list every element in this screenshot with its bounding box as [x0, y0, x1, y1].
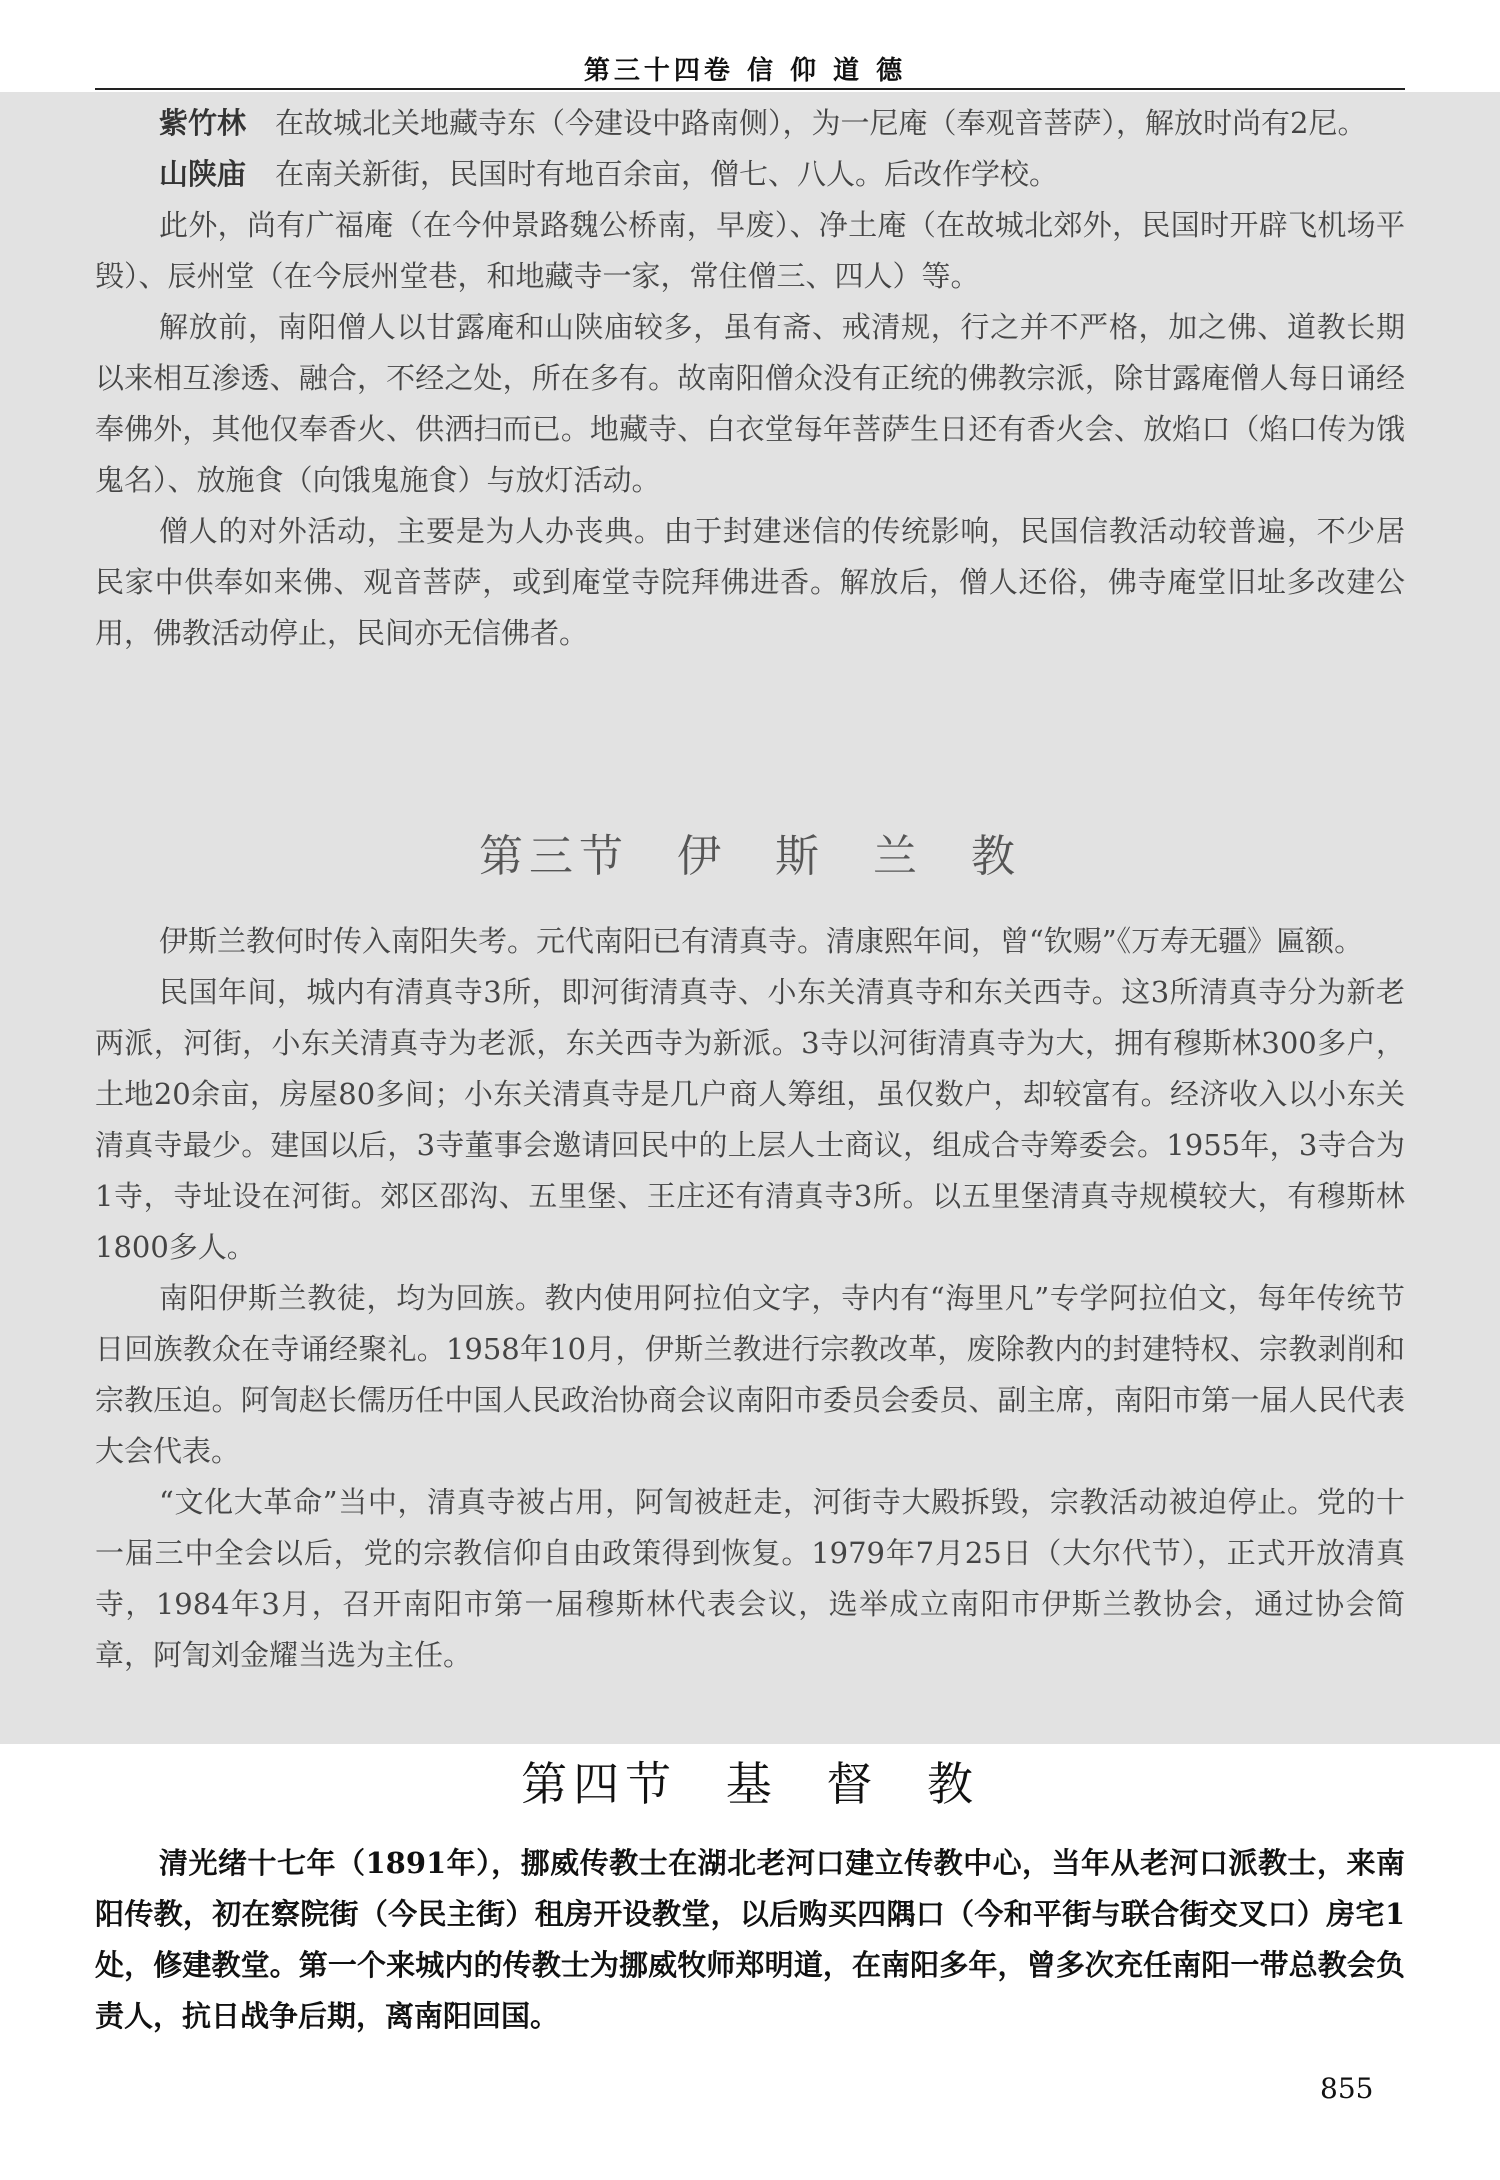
- page-number: 855: [1320, 2072, 1374, 2105]
- paragraph-zizhulin: [95, 98, 1405, 149]
- header-rule: [95, 88, 1405, 90]
- section-title-islam: 第三节 伊 斯 兰 教: [479, 831, 1021, 882]
- paragraph: 伊斯兰教何时传入南阳失考。元代南阳已有清真寺。清康熙年间，曾“钦赐”《万寿无疆》匾额。: [159, 924, 1364, 958]
- entry-heading: 山陕庙: [159, 157, 247, 191]
- paragraph-pre-liberation: 解放前，南阳僧人以甘露庵和山陕庙较多，虽有斋、戒清规，行之并不严格，加之佛、道教长期以来相互渗透、融合，不经之处，所在多有。故南阳僧众没有正统的佛教宗派，除甘露庵僧人每日诵经奉佛外，其他仅奉香火、供洒扫而已。地藏寺、白衣堂每年菩萨生日还有香火会、放焰口（焰口传为饿鬼名）、放施食（向饿鬼施食）与放灯活动。: [95, 310, 1405, 497]
- paragraph-shanshanmiao: [95, 149, 1405, 200]
- section-title-christianity: 第四节 基 督 教: [521, 1757, 979, 1811]
- buddhism-continuation: [95, 98, 1405, 659]
- paragraph: “文化大革命”当中，清真寺被占用，阿訇被赶走，河街寺大殿拆毁，宗教活动被迫停止。党的十一届三中全会以后，党的宗教信仰自由政策得到恢复。1979年7月25日（大尔代节），正式开放清真寺，1984年3月，召开南阳市第一届穆斯林代表会议，选举成立南阳市伊斯兰教协会，通过协会简章，阿訇刘金耀当选为主任。: [95, 1485, 1405, 1672]
- entry-text: 在南关新街，民国时有地百余亩，僧七、八人。后改作学校。: [246, 157, 1059, 191]
- paragraph: 清光绪十七年（1891年），挪威传教士在湖北老河口建立传教中心，当年从老河口派教士，来南阳传教，初在察院街（今民主街）租房开设教堂，以后购买四隅口（今和平街与联合街交叉口）房宅1处，修建教堂。第一个来城内的传教士为挪威牧师郑明道，在南阳多年，曾多次充任南阳一带总教会负责人，抗日战争后期，离南阳回国。: [95, 1846, 1405, 2033]
- paragraph-monk-activities: 僧人的对外活动，主要是为人办丧典。由于封建迷信的传统影响，民国信教活动较普遍，不少居民家中供奉如来佛、观音菩萨，或到庵堂寺院拜佛进香。解放后，僧人还俗，佛寺庵堂旧址多改建公用，佛教活动停止，民间亦无信佛者。: [95, 514, 1405, 650]
- entry-heading: 紫竹林: [159, 106, 247, 140]
- paragraph-others: 此外，尚有广福庵（在今仲景路魏公桥南，早废）、净土庵（在故城北郊外，民国时开辟飞机场平毁）、辰州堂（在今辰州堂巷，和地藏寺一家，常住僧三、四人）等。: [95, 208, 1405, 293]
- entry-text: 在故城北关地藏寺东（今建设中路南侧），为一尼庵（奉观音菩萨），解放时尚有2尼。: [246, 106, 1367, 140]
- islam-body: [95, 916, 1405, 1681]
- christianity-body: [95, 1838, 1405, 2042]
- paragraph: 南阳伊斯兰教徒，均为回族。教内使用阿拉伯文字，寺内有“海里凡”专学阿拉伯文，每年传统节日回族教众在寺诵经聚礼。1958年10月，伊斯兰教进行宗教改革，废除教内的封建特权、宗教剥削和宗教压迫。阿訇赵长儒历任中国人民政治协商会议南阳市委员会委员、副主席，南阳市第一届人民代表大会代表。: [95, 1281, 1405, 1468]
- paragraph: 民国年间，城内有清真寺3所，即河街清真寺、小东关清真寺和东关西寺。这3所清真寺分为新老两派，河街，小东关清真寺为老派，东关西寺为新派。3寺以河街清真寺为大，拥有穆斯林300多户，土地20余亩，房屋80多间；小东关清真寺是几户商人筹组，虽仅数户，却较富有。经济收入以小东关清真寺最少。建国以后，3寺董事会邀请回民中的上层人士商议，组成合寺筹委会。1955年，3寺合为1寺，寺址设在河街。郊区邵沟、五里堡、王庄还有清真寺3所。以五里堡清真寺规模较大，有穆斯林1800多人。: [95, 975, 1405, 1264]
- running-header: 第三十四卷 信 仰 道 德: [583, 56, 907, 86]
- section-number: 第三节: [479, 831, 629, 882]
- section-number: 第四节: [521, 1757, 678, 1811]
